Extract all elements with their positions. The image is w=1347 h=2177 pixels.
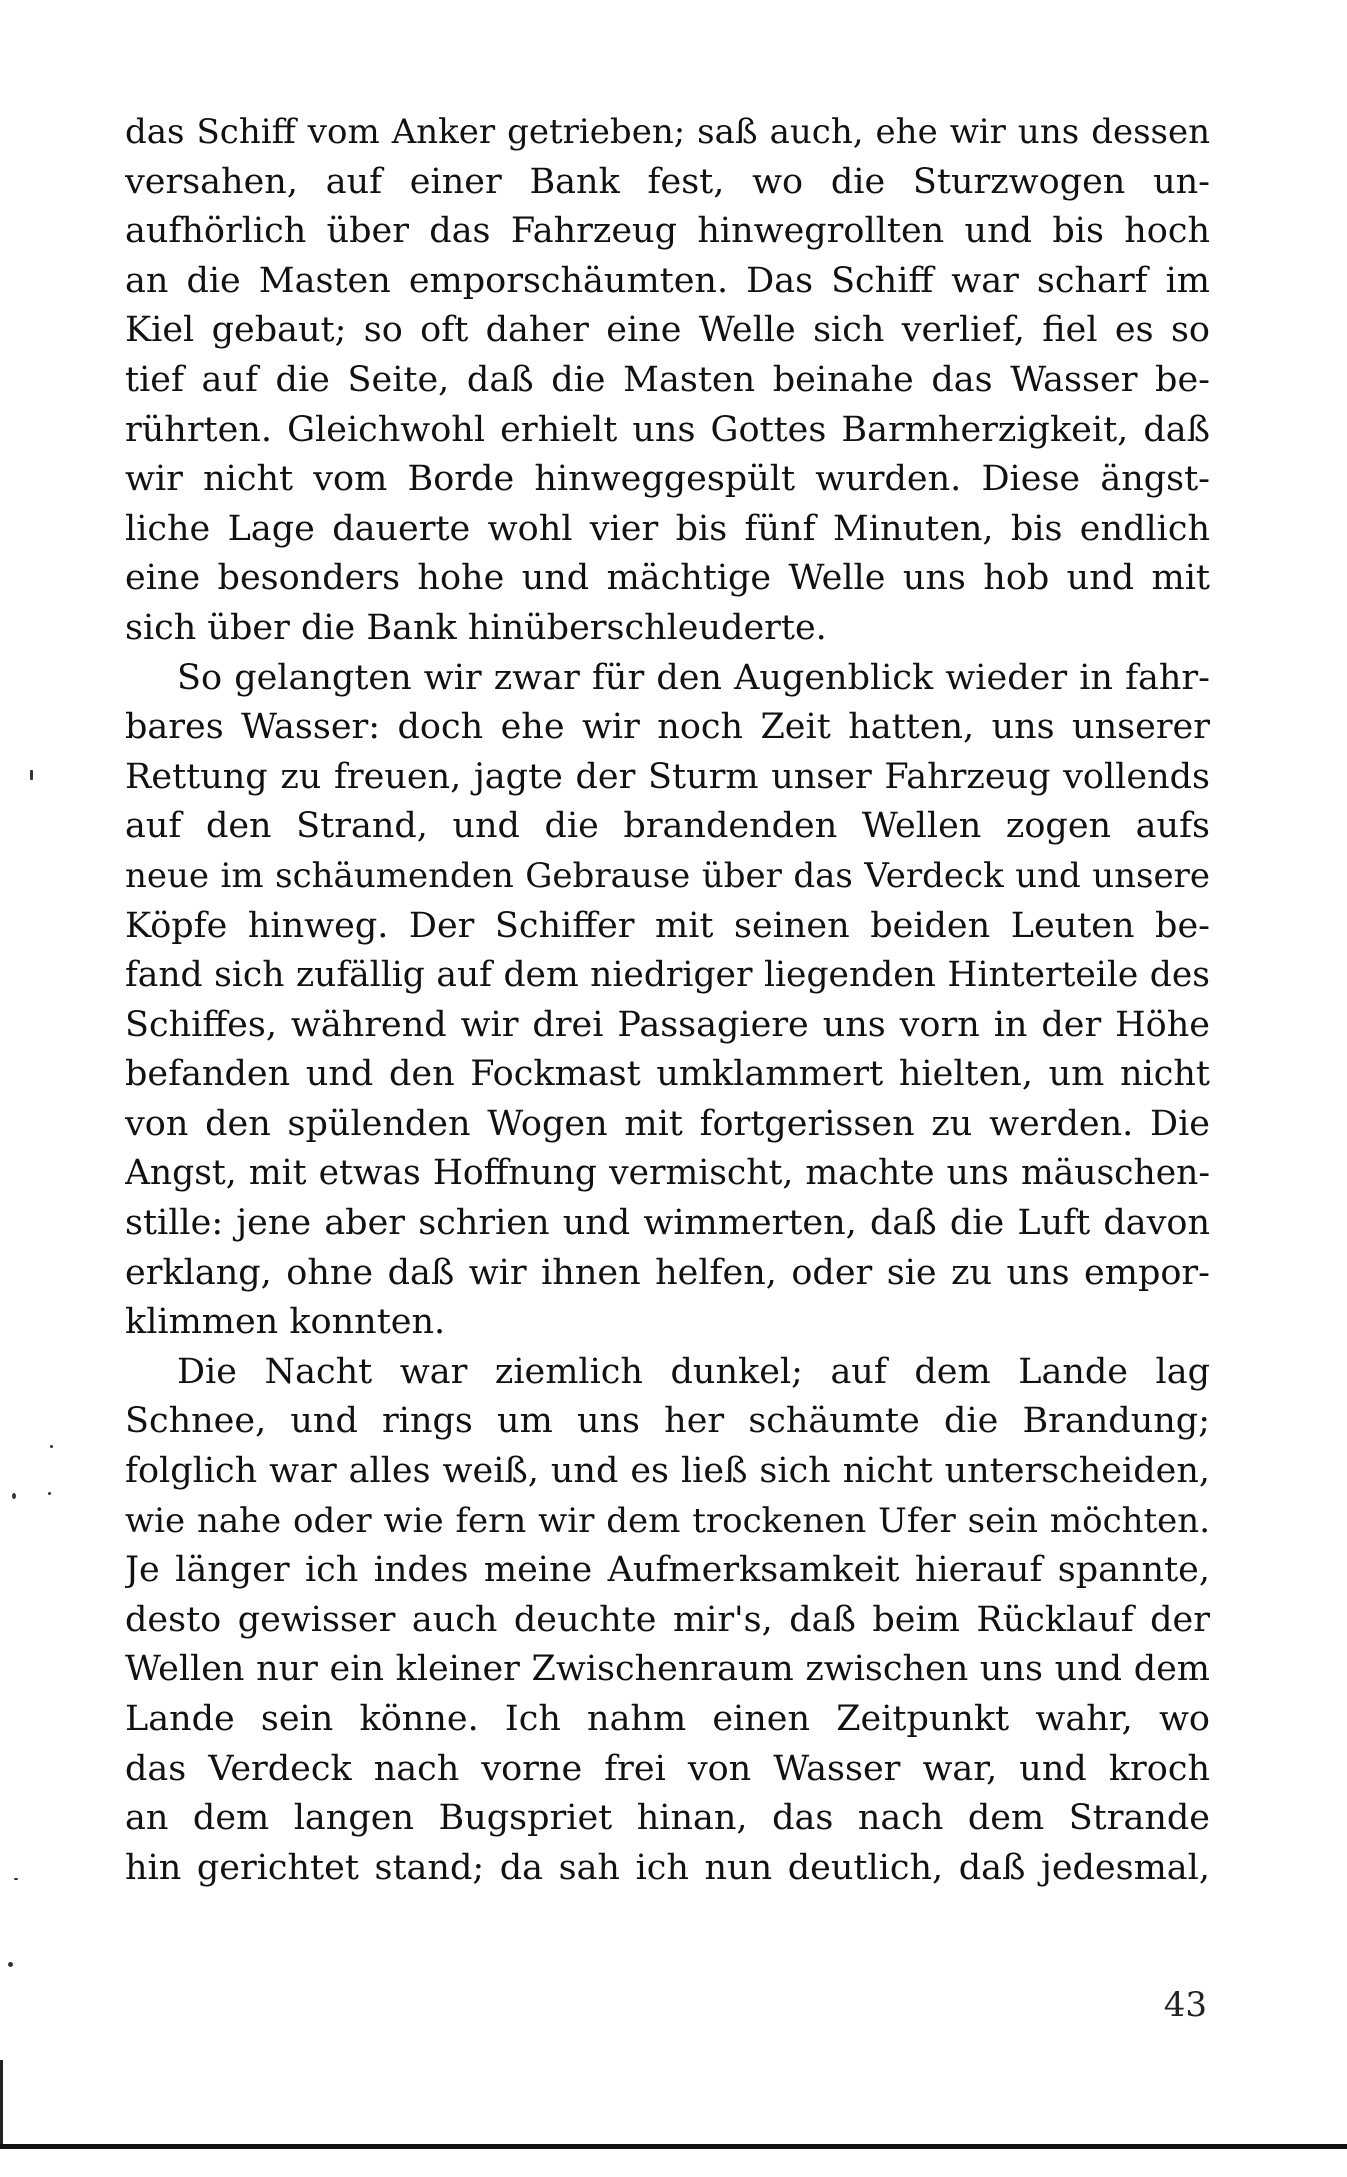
text-line: Köpfe hinweg. Der Schiffer mit seinen beiden Leuten be-	[125, 905, 1210, 946]
page-number: 43	[1163, 1985, 1207, 2025]
text-line: aufhörlich über das Fahrzeug hinwegrollten und bis hoch	[125, 211, 1210, 252]
scan-edge	[0, 2144, 1347, 2149]
text-line: das Verdeck nach vorne frei von Wasser war, und kroch	[125, 1748, 1210, 1789]
text-line: Lande sein könne. Ich nahm einen Zeitpunkt wahr, wo	[125, 1699, 1210, 1739]
text-line: Wellen nur ein kleiner Zwischenraum zwischen uns und dem	[125, 1649, 1210, 1690]
text-line: befanden und den Fockmast umklammert hielten, um nicht	[125, 1054, 1210, 1095]
text-line: Je länger ich indes meine Aufmerksamkeit hierauf spannte,	[125, 1550, 1210, 1591]
scan-speck	[8, 1962, 13, 1967]
text-line: klimmen konnten.	[125, 1302, 446, 1343]
text-line: So gelangten wir zwar für den Augenblick wieder in fahr-	[177, 657, 1210, 698]
scan-speck	[14, 1878, 18, 1880]
scan-speck	[30, 770, 33, 780]
text-line: von den spülenden Wogen mit fortgerissen zu werden. Die	[125, 1103, 1210, 1144]
text-line: an dem langen Bugspriet hinan, das nach dem Strande	[125, 1798, 1210, 1839]
text-line: neue im schäumenden Gebrause über das Verdeck und unsere	[125, 855, 1210, 896]
text-line: stille: jene aber schrien und wimmerten, daß die Luft davon	[125, 1203, 1210, 1244]
paragraph-2	[125, 654, 1210, 1348]
text-line: Die Nacht war ziemlich dunkel; auf dem Lande lag	[177, 1351, 1210, 1392]
text-line: Angst, mit etwas Hoffnung vermischt, machte uns mäuschen-	[125, 1153, 1210, 1194]
text-line: rührten. Gleichwohl erhielt uns Gottes Barmherzigkeit, daß	[125, 409, 1210, 450]
scan-edge	[0, 2060, 3, 2148]
text-line: Rettung zu freuen, jagte der Sturm unser Fahrzeug vollends	[125, 756, 1210, 797]
text-line: fand sich zufällig auf dem niedriger liegenden Hinterteile des	[125, 955, 1210, 996]
text-line: Schnee, und rings um uns her schäumte die Brandung;	[125, 1401, 1210, 1442]
text-line: Schiffes, während wir drei Passagiere uns vorn in der Höhe	[125, 1004, 1210, 1045]
text-line: sich über die Bank hinüberschleuderte.	[125, 607, 827, 648]
paragraph-3	[125, 1348, 1210, 1894]
text-line: Kiel gebaut; so oft daher eine Welle sich verlief, fiel es so	[125, 310, 1210, 351]
text-line: auf den Strand, und die brandenden Wellen zogen aufs	[125, 806, 1210, 847]
text-line: an die Masten emporschäumten. Das Schiff war scharf im	[125, 260, 1210, 301]
text-line: wir nicht vom Borde hinweggespült wurden. Diese ängst-	[125, 459, 1210, 500]
text-line: liche Lage dauerte wohl vier bis fünf Minuten, bis endlich	[125, 508, 1210, 549]
scan-speck	[12, 1493, 16, 1499]
text-line: wie nahe oder wie fern wir dem trockenen Ufer sein möchten.	[125, 1500, 1210, 1541]
text-line: eine besonders hohe und mächtige Welle uns hob und mit	[125, 558, 1210, 599]
text-line: bares Wasser: doch ehe wir noch Zeit hatten, uns unserer	[125, 707, 1210, 748]
text-line: versahen, auf einer Bank fest, wo die Sturzwogen un-	[125, 161, 1210, 202]
body-text	[125, 108, 1210, 1893]
scan-speck	[50, 1445, 53, 1448]
paragraph-1	[125, 108, 1210, 654]
text-line: erklang, ohne daß wir ihnen helfen, oder sie zu uns empor-	[125, 1252, 1210, 1293]
scan-speck	[48, 1492, 51, 1495]
text-line: hin gerichtet stand; da sah ich nun deutlich, daß jedesmal,	[125, 1847, 1210, 1888]
text-line: desto gewisser auch deuchte mir's, daß beim Rücklauf der	[125, 1599, 1210, 1640]
text-line: tief auf die Seite, daß die Masten beinahe das Wasser be-	[125, 359, 1210, 400]
text-line: folglich war alles weiß, und es ließ sich nicht unterscheiden,	[125, 1451, 1210, 1492]
text-line: das Schiff vom Anker getrieben; saß auch, ehe wir uns dessen	[125, 112, 1210, 152]
